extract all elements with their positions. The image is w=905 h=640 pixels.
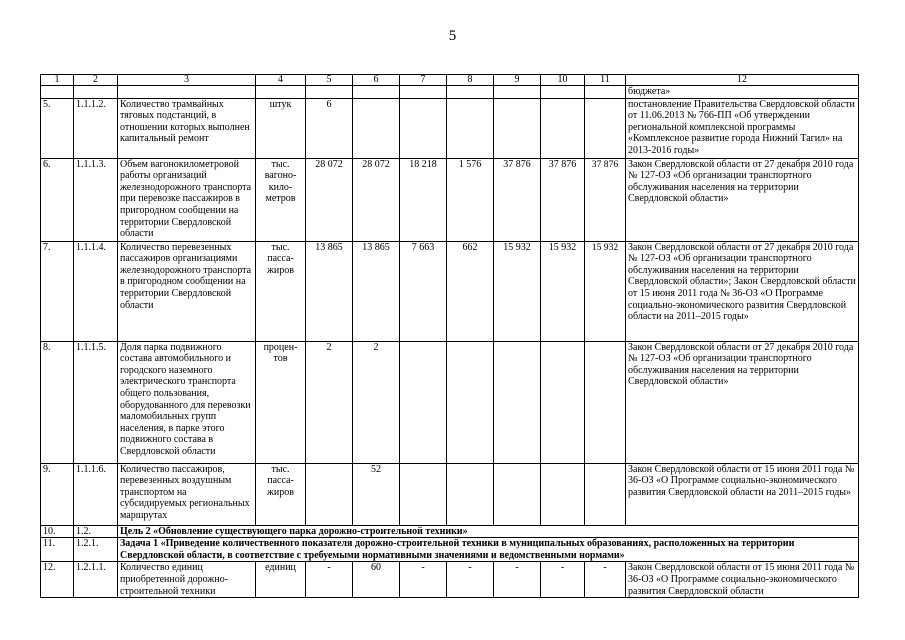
value-cell: 60 [353,562,400,598]
value-cell [400,463,447,525]
value-cell [541,463,585,525]
legal-source: постановление Правительства Свердловской области от 11.06.2013 № 766-ПП «Об утверждении региональной комплексной программы «Комплексное развитие города Нижний Тагил» на 2013-2016 годы» [626,98,859,158]
value-cell [585,98,626,158]
indicator-name: Количество единиц приобретенной дорожно-строительной техники [118,562,256,598]
legal-source: Закон Свердловской области от 27 декабря 2010 года № 127-ОЗ «Об организации транспортного обслуживания населения на территории Свердловской области»; Закон Свердловской области от 15 июня 2011 года № 36-ОЗ «О Программе социально-экономического развития Свердловской области на 2011–2015 годы» [626,241,859,341]
value-cell [541,341,585,463]
continuation-text: бюджета» [626,86,859,99]
value-cell [585,463,626,525]
value-cell: 18 218 [400,158,447,241]
continuation-row [41,86,859,99]
unit: тыс. пасса-жиров [256,241,306,341]
value-cell [400,98,447,158]
value-cell [447,463,494,525]
value-cell: 6 [306,98,353,158]
row-code: 1.1.1.2. [74,98,118,158]
column-number: 8 [447,75,494,86]
value-cell: 15 932 [585,241,626,341]
column-number: 2 [74,75,118,86]
table-row [41,463,859,525]
value-cell: 37 876 [494,158,541,241]
value-cell [494,463,541,525]
row-code: 1.2.1. [74,538,118,562]
indicators-table [40,74,859,598]
value-cell: 37 876 [541,158,585,241]
table-row [41,562,859,598]
value-cell [306,463,353,525]
value-cell: 37 876 [585,158,626,241]
column-number: 11 [585,75,626,86]
table-row [41,241,859,341]
value-cell: - [400,562,447,598]
value-cell: - [306,562,353,598]
column-number: 4 [256,75,306,86]
column-number: 9 [494,75,541,86]
column-number-row [41,75,859,86]
value-cell: 28 072 [306,158,353,241]
value-cell: - [494,562,541,598]
indicator-name: Доля парка подвижного состава автомобильного и городского наземного электрического транспорта общего пользования, оборудованного для перевозки маломобильных групп населения, в парке этого подвижного состава в Свердловской области [118,341,256,463]
value-cell: 13 865 [353,241,400,341]
table-row [41,98,859,158]
value-cell: 15 932 [541,241,585,341]
unit: штук [256,98,306,158]
row-number: 8. [41,341,74,463]
value-cell: 1 576 [447,158,494,241]
column-number: 10 [541,75,585,86]
row-number: 6. [41,158,74,241]
row-number: 5. [41,98,74,158]
row-number: 7. [41,241,74,341]
row-number: 9. [41,463,74,525]
unit: процен-тов [256,341,306,463]
value-cell: 15 932 [494,241,541,341]
column-number: 3 [118,75,256,86]
row-code: 1.2. [74,525,118,538]
column-number: 5 [306,75,353,86]
value-cell [447,341,494,463]
value-cell [494,98,541,158]
value-cell: 662 [447,241,494,341]
indicator-name: Количество перевезенных пассажиров организациями железнодорожного транспорта в пригородном сообщении на территории Свердловской области [118,241,256,341]
value-cell: 52 [353,463,400,525]
value-cell: - [447,562,494,598]
column-number: 12 [626,75,859,86]
column-number: 7 [400,75,447,86]
legal-source: Закон Свердловской области от 27 декабря 2010 года № 127-ОЗ «Об организации транспортного обслуживания населения на территории Свердловской области» [626,158,859,241]
value-cell: 7 663 [400,241,447,341]
task-text: Задача 1 «Приведение количественного показателя дорожно-строительной техники в муниципальных образованиях, расположенных на территории Свердловской области, в соответствие с требуемыми нормативными значениями и ведомственными нормами» [118,538,859,562]
value-cell [494,341,541,463]
legal-source: Закон Свердловской области от 27 декабря 2010 года № 127-ОЗ «Об организации транспортного обслуживания населения на территории Свердловской области» [626,341,859,463]
row-number: 12. [41,562,74,598]
value-cell [585,341,626,463]
row-number: 10. [41,525,74,538]
value-cell [353,98,400,158]
row-code: 1.1.1.6. [74,463,118,525]
goal-text: Цель 2 «Обновление существующего парка дорожно-строительной техники» [118,525,859,538]
value-cell: - [541,562,585,598]
legal-source: Закон Свердловской области от 15 июня 2011 года № 36-ОЗ «О Программе социально-экономического развития Свердловской области на 2011–2015 годы» [626,463,859,525]
unit: тыс. пасса-жиров [256,463,306,525]
value-cell: - [585,562,626,598]
column-number: 1 [41,75,74,86]
indicator-name: Количество трамвайных тяговых подстанций, в отношении которых выполнен капитальный ремонт [118,98,256,158]
column-number: 6 [353,75,400,86]
value-cell [447,98,494,158]
table-row [41,158,859,241]
row-code: 1.2.1.1. [74,562,118,598]
value-cell [541,98,585,158]
row-code: 1.1.1.3. [74,158,118,241]
unit: тыс. вагоно-кило-метров [256,158,306,241]
task-row [41,538,859,562]
row-code: 1.1.1.4. [74,241,118,341]
row-code: 1.1.1.5. [74,341,118,463]
indicator-name: Объем вагонокилометровой работы организаций железнодорожного транспорта при перевозке пассажиров в пригородном сообщении на территории Свердловской области [118,158,256,241]
value-cell: 2 [306,341,353,463]
value-cell: 2 [353,341,400,463]
page-number: 5 [448,28,457,44]
row-number: 11. [41,538,74,562]
indicator-name: Количество пассажиров, перевезенных воздушным транспортом на субсидируемых региональных маршрутах [118,463,256,525]
legal-source: Закон Свердловской области от 15 июня 2011 года № 36-ОЗ «О Программе социально-экономического развития Свердловской области [626,562,859,598]
value-cell [400,341,447,463]
value-cell: 28 072 [353,158,400,241]
unit: единиц [256,562,306,598]
table-row [41,341,859,463]
value-cell: 13 865 [306,241,353,341]
goal-row [41,525,859,538]
